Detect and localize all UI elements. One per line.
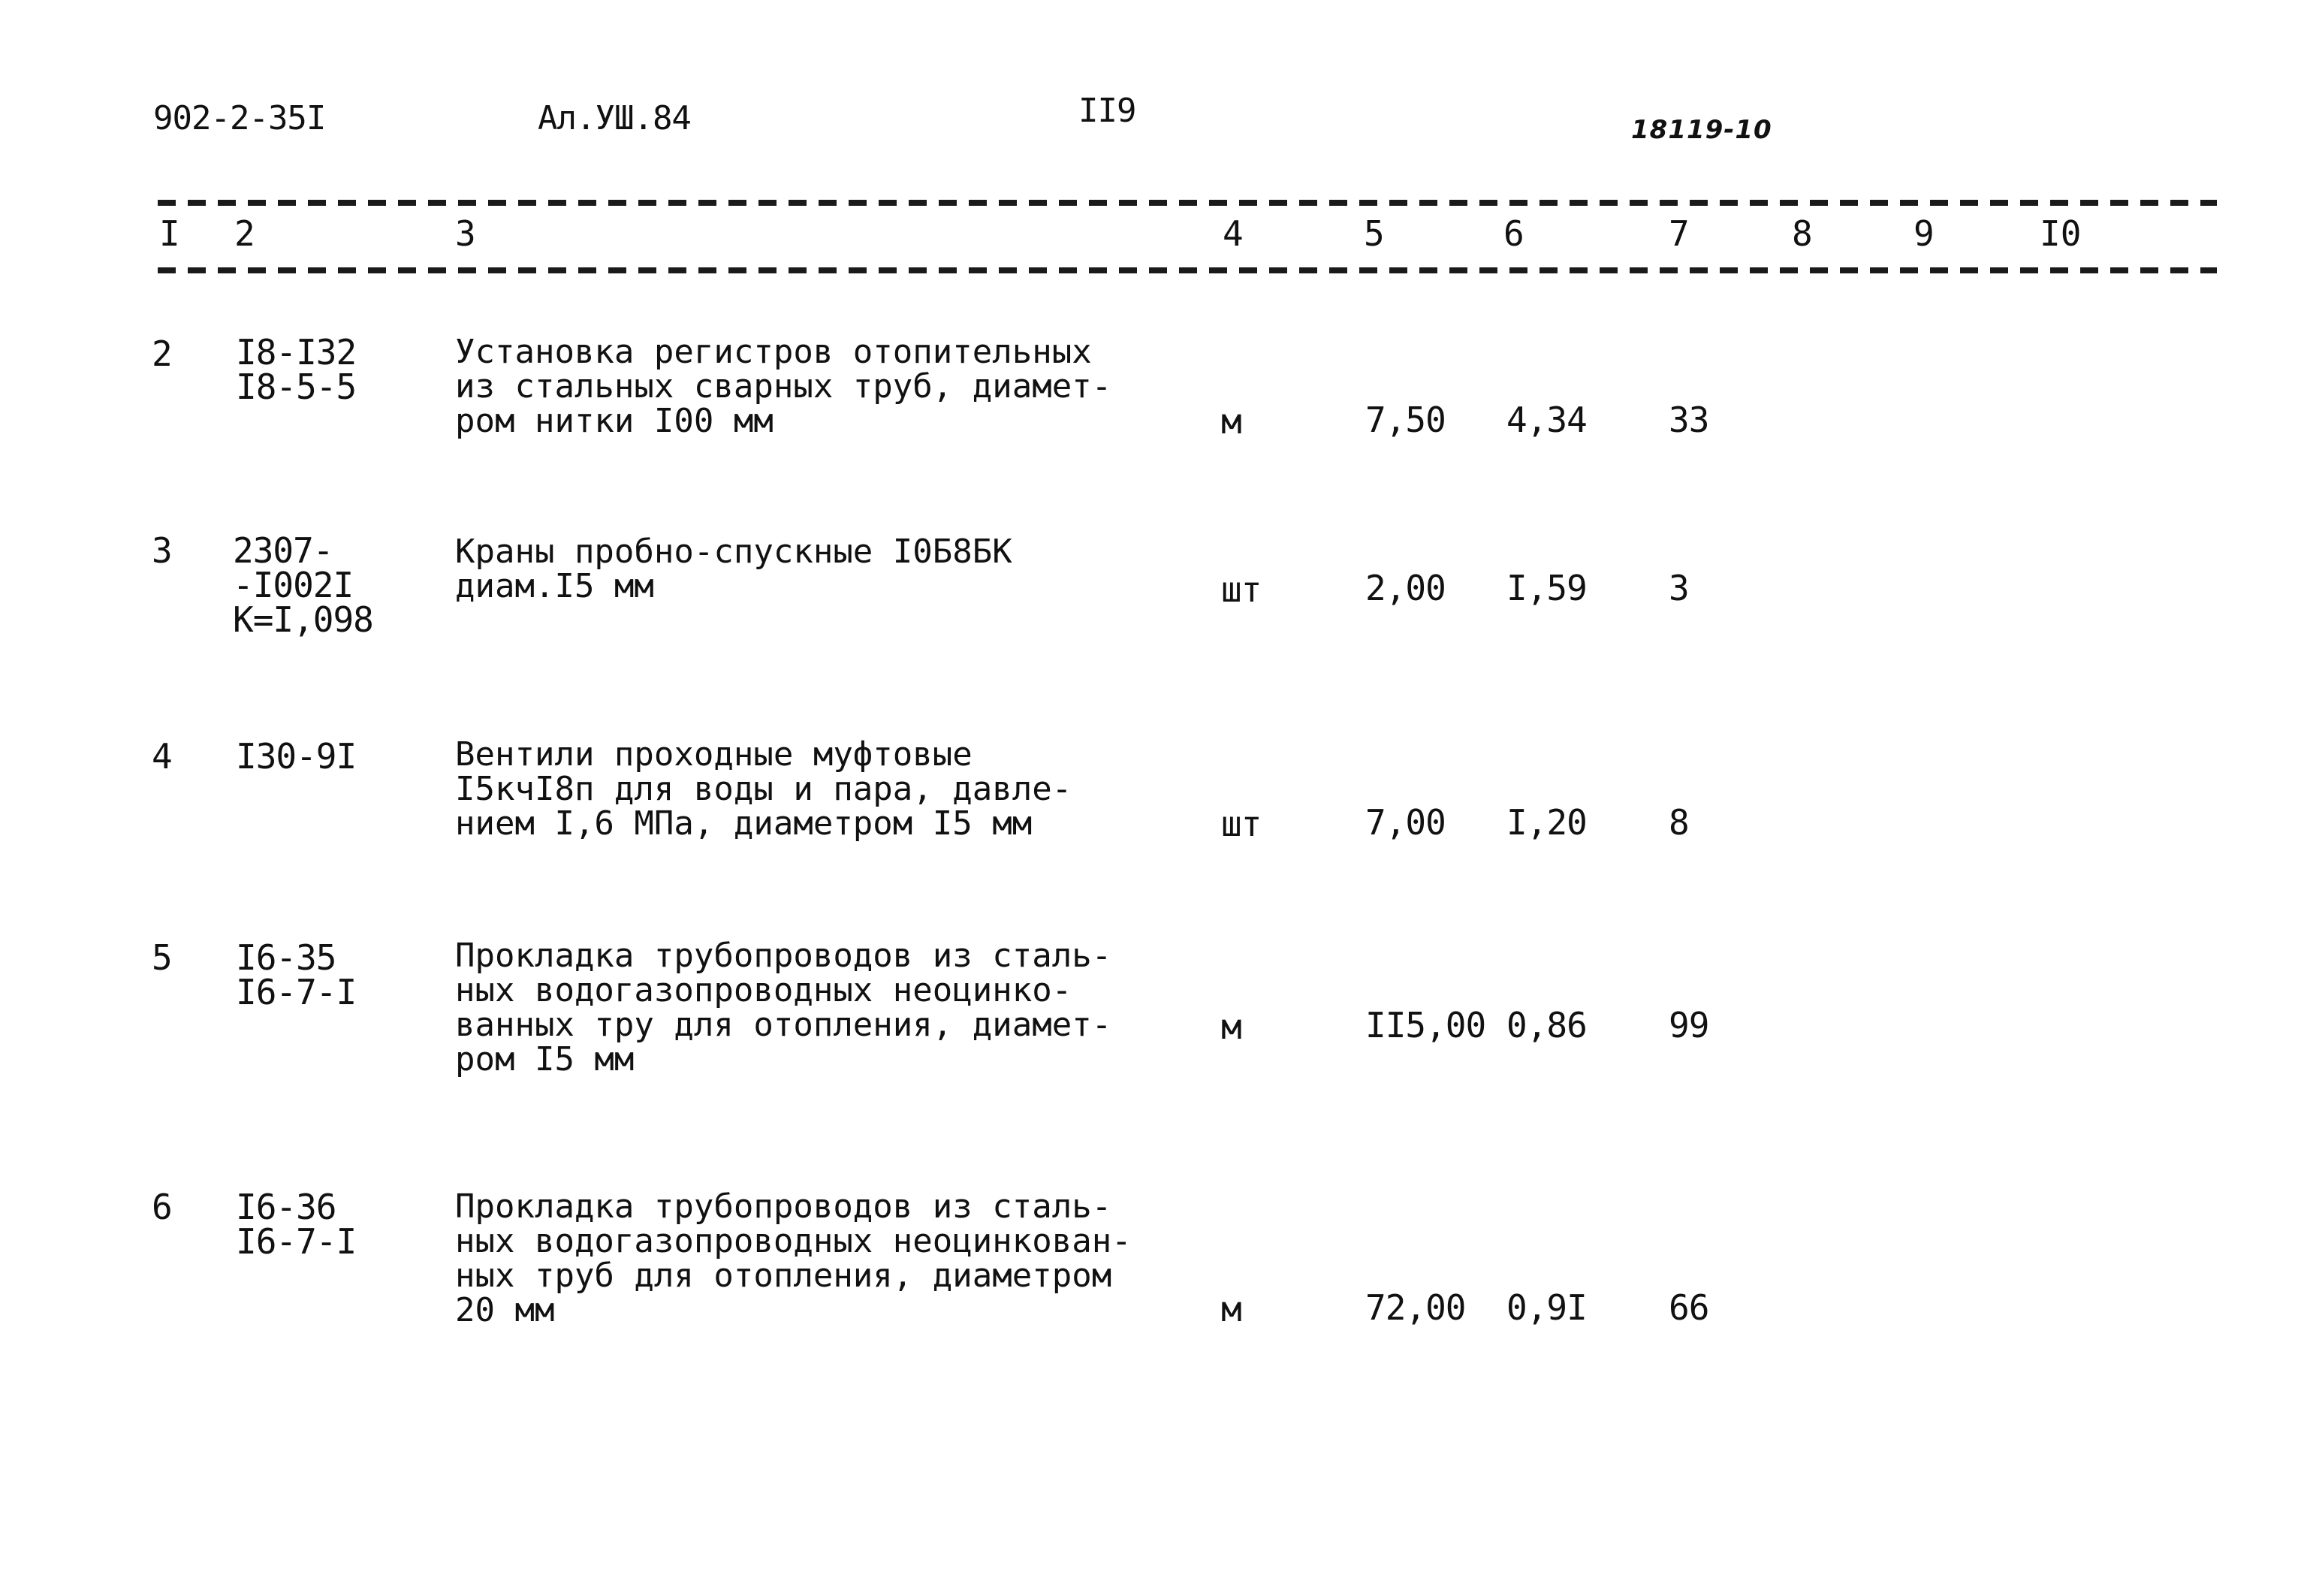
norm-code: I6-36 I6-7-I (236, 1187, 357, 1262)
quantity: 7,50 (1365, 400, 1446, 440)
row-number: 6 (152, 1187, 172, 1227)
norm-code: I30-9I (236, 736, 357, 777)
unit: шт (1221, 804, 1262, 844)
column-number: 3 (455, 213, 476, 254)
page-number: II9 (1078, 92, 1136, 130)
norm-code: I6-35 I6-7-I (236, 937, 357, 1012)
column-number: I (159, 213, 180, 254)
unit: шт (1221, 569, 1262, 610)
work-description: Краны пробно-спускные I0Б8БК диам.I5 мм (455, 533, 1012, 605)
work-description: Прокладка трубопроводов из сталь- ных водогазопроводных неоцинко- ванных тру для отопления, диамет- ром I5 мм (455, 937, 1112, 1079)
row-number: 5 (152, 937, 172, 978)
row-number: 2 (152, 333, 172, 374)
work-description: Прокладка трубопроводов из сталь- ных водогазопроводных неоцинкован- ных труб для отопления, диаметром 20 мм (455, 1187, 1132, 1329)
quantity: II5,00 (1365, 1005, 1486, 1045)
header-top-rule (158, 200, 2217, 206)
column-number: 8 (1792, 213, 1813, 254)
work-description: Вентили проходные муфтовые I5кчI8п для воды и пара, давле- нием I,6 МПа, диаметром I5 мм (455, 735, 1072, 843)
total-cost: 3 (1669, 568, 1689, 608)
total-cost: 8 (1669, 802, 1689, 843)
unit-price: 0,9I (1506, 1287, 1587, 1328)
unit: м (1221, 1289, 1241, 1329)
total-cost: 99 (1669, 1005, 1709, 1045)
unit-price: 0,86 (1506, 1005, 1587, 1045)
unit-price: I,59 (1506, 568, 1587, 608)
row-number: 4 (152, 736, 172, 777)
quantity: 7,00 (1365, 802, 1446, 843)
norm-code: 2307- -I002I К=I,098 (233, 530, 373, 640)
total-cost: 66 (1669, 1287, 1709, 1328)
handwritten-note: 18119-10 (1631, 115, 1772, 145)
quantity: 72,00 (1365, 1287, 1466, 1328)
document-code: 902-2-35I (153, 99, 326, 137)
norm-code: I8-I32 I8-5-5 (236, 332, 357, 407)
total-cost: 33 (1669, 400, 1709, 440)
column-number: I0 (2040, 213, 2082, 254)
column-number: 6 (1503, 213, 1524, 254)
column-number: 7 (1669, 213, 1690, 254)
header-bottom-rule (158, 267, 2217, 273)
column-number: 9 (1913, 213, 1935, 254)
unit: м (1221, 1006, 1241, 1047)
unit: м (1221, 401, 1241, 442)
unit-price: I,20 (1506, 802, 1587, 843)
work-description: Установка регистров отопительных из стальных сварных труб, диамет- ром нитки I00 мм (455, 333, 1112, 440)
column-number: 2 (234, 213, 255, 254)
row-number: 3 (152, 530, 172, 571)
unit-price: 4,34 (1506, 400, 1587, 440)
quantity: 2,00 (1365, 568, 1446, 608)
album-reference: Ал.УШ.84 (538, 99, 691, 137)
column-number: 5 (1364, 213, 1385, 254)
column-number: 4 (1223, 213, 1244, 254)
